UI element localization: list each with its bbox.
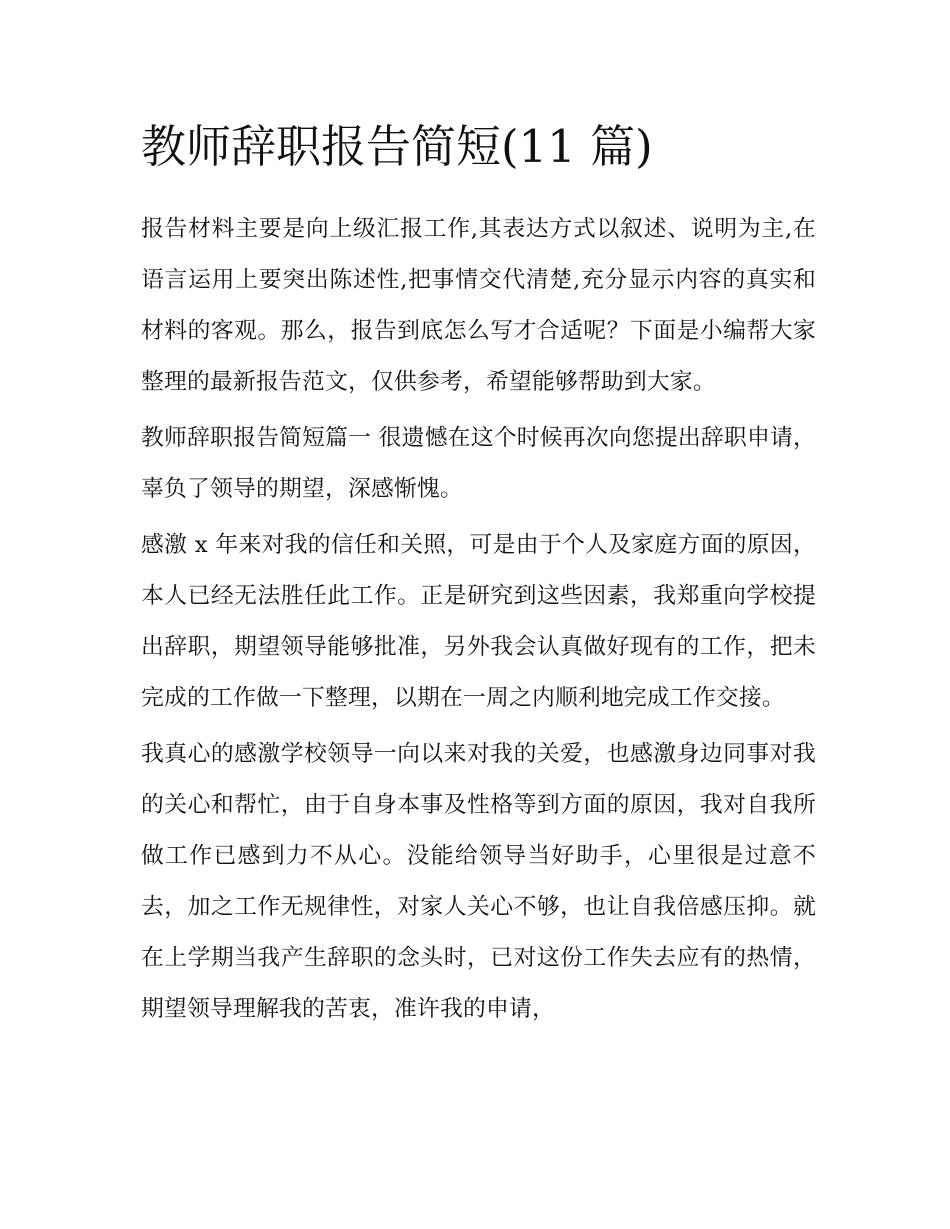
gratitude-paragraph: 感激 x 年来对我的信任和关照，可是由于个人及家庭方面的原因，本人已经无法胜任此工作。正是研究到这些因素，我郑重向学校提出辞职，期望领导能够批准，另外我会认真做好现有的工作，把未完成的工作做一下整理，以期在一周之内顺利地完成工作交接。 <box>141 532 816 711</box>
section-one-opening-paragraph: 教师辞职报告简短篇一 很遗憾在这个时候再次向您提出辞职申请，辜负了领导的期望，深感惭愧。 <box>141 425 816 502</box>
reasons-paragraph: 我真心的感激学校领导一向以来对我的关爱，也感激身边同事对我的关心和帮忙，由于自身本事及性格等到方面的原因，我对自我所做工作已感到力不从心。没能给领导当好助手，心里很是过意不去，加之工作无规律性，对家人关心不够，也让自我倍感压抑。就在上学期当我产生辞职的念头时，已对这份工作失去应有的热情，期望领导理解我的苦衷，准许我的申请， <box>141 741 816 1022</box>
intro-paragraph: 报告材料主要是向上级汇报工作,其表达方式以叙述、说明为主,在语言运用上要突出陈述性,把事情交代清楚,充分显示内容的真实和材料的客观。那么，报告到底怎么写才合适呢？下面是小编帮大家整理的最新报告范文，仅供参考，希望能够帮助到大家。 <box>141 216 816 395</box>
document-body <box>141 116 816 1040</box>
document-title: 教师辞职报告简短(11 篇) <box>141 120 653 173</box>
